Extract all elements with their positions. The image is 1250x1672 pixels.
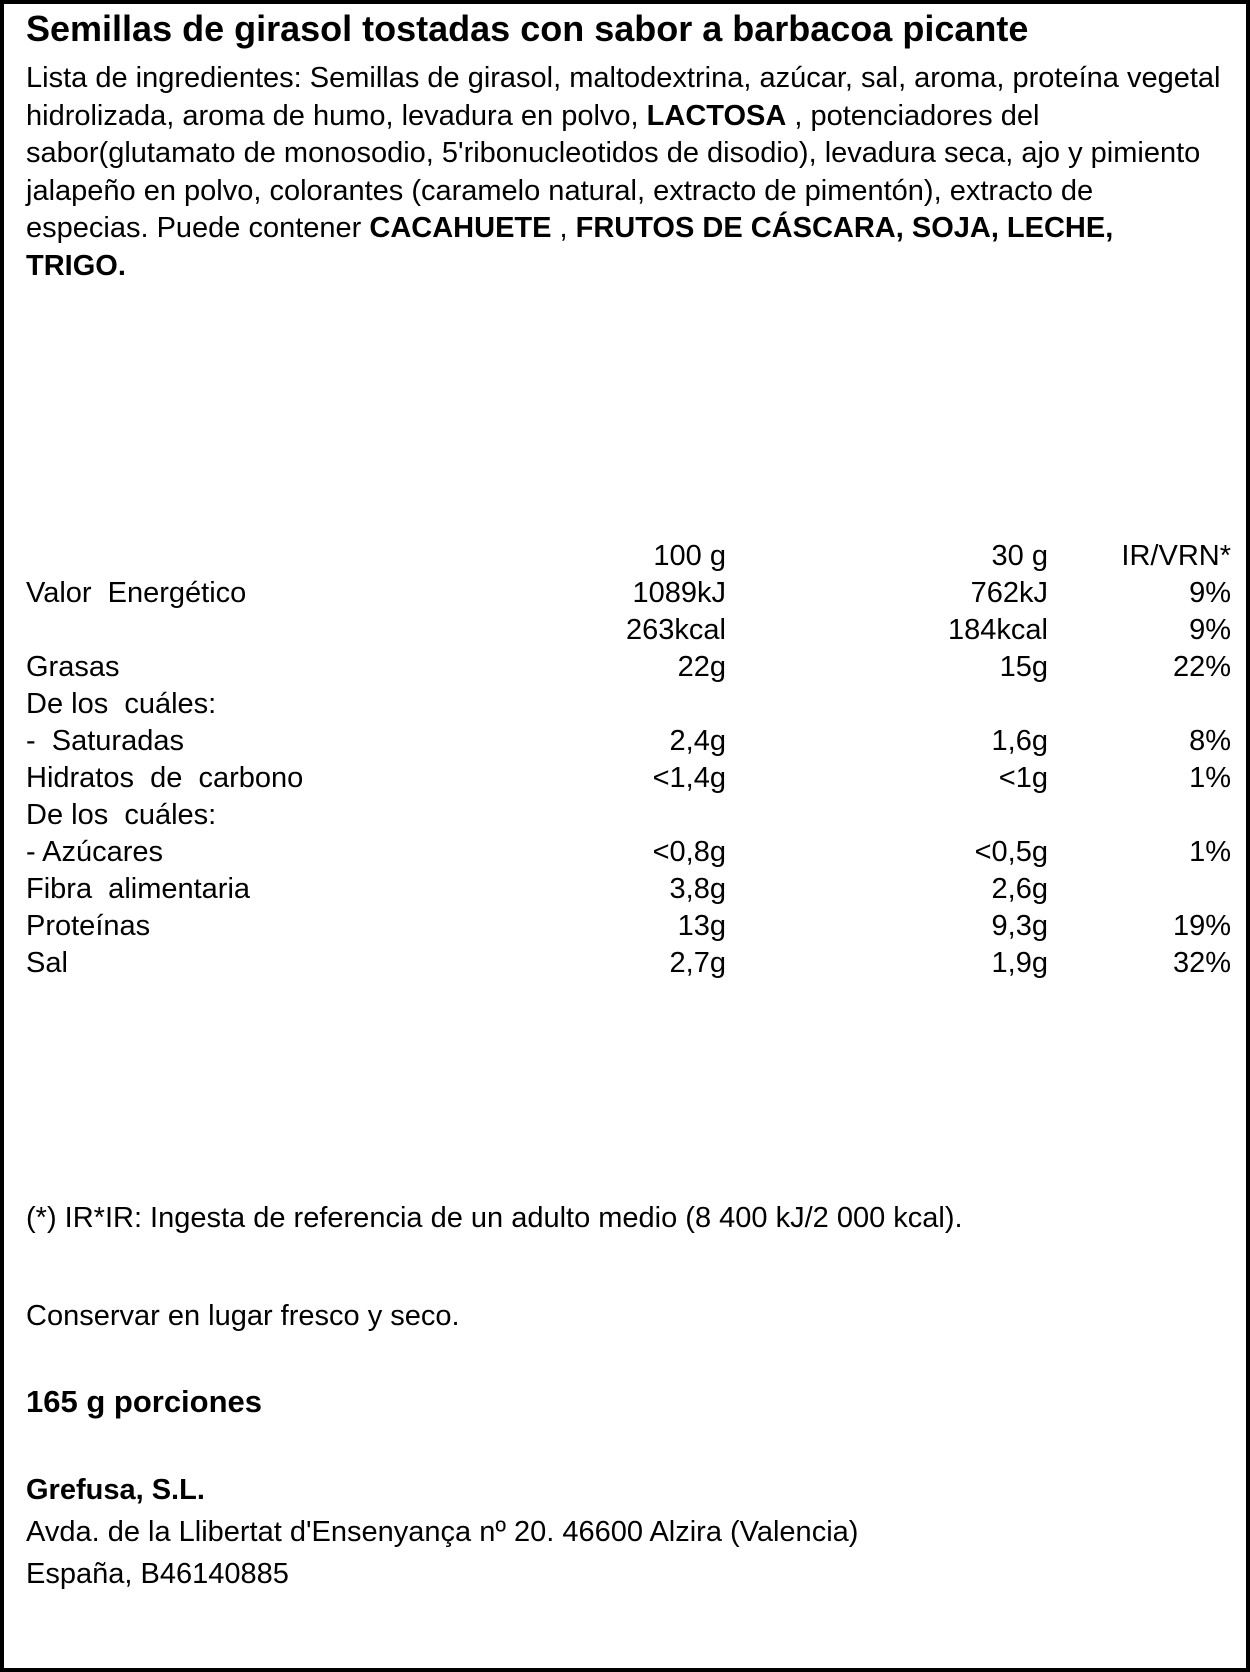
nutrient-sublabel: De los cuáles: xyxy=(26,688,217,720)
value-number: 2,7 xyxy=(669,947,710,979)
value-ir: 19% xyxy=(1172,910,1231,942)
nutrition-header-row xyxy=(26,538,1231,575)
table-row xyxy=(26,945,1231,982)
value-ir: 32% xyxy=(1172,947,1231,979)
nutrient-sublabel: De los cuáles: xyxy=(26,799,217,831)
product-title: Semillas de girasol tostadas con sabor a barbacoa picante xyxy=(26,8,1029,49)
nutrient-label xyxy=(26,612,586,649)
value-per-100 xyxy=(586,908,726,945)
value-per-portion xyxy=(726,612,1048,649)
table-row xyxy=(26,723,1231,760)
value-unit: kcal xyxy=(996,614,1048,646)
value-unit: kcal xyxy=(674,614,726,646)
nutrient-label: - Saturadas xyxy=(26,725,184,757)
value-per-100 xyxy=(586,834,726,871)
nutrition-table xyxy=(26,538,1231,982)
value-number: 13 xyxy=(677,910,710,942)
value-unit: g xyxy=(1031,873,1048,905)
reference-intake-footnote: (*) IR*IR: Ingesta de referencia de un adulto medio (8 400 kJ/2 000 kcal). xyxy=(26,1202,963,1234)
allergen-list: FRUTOS DE CÁSCARA, SOJA, LECHE, TRIGO. xyxy=(26,212,1114,282)
value-number: 1,6 xyxy=(991,725,1032,757)
value-ir xyxy=(1048,797,1231,834)
value-ir: 22% xyxy=(1172,651,1231,683)
table-row xyxy=(26,612,1231,649)
allergen-cacahuete: CACAHUETE xyxy=(369,212,552,244)
table-row xyxy=(26,760,1231,797)
value-number: <1,4 xyxy=(652,762,710,794)
value-per-100 xyxy=(586,612,726,649)
value-unit: g xyxy=(709,947,726,979)
value-ir: 9% xyxy=(1189,577,1231,609)
value-unit: g xyxy=(709,762,726,794)
value-number: 22 xyxy=(677,651,710,683)
nutrient-label: Valor Energético xyxy=(26,577,247,609)
header-ir: IR/VRN* xyxy=(1121,540,1231,572)
value-number: <0,5 xyxy=(974,836,1032,868)
value-per-portion xyxy=(726,834,1048,871)
value-number: 263 xyxy=(626,614,675,646)
value-number: 1,9 xyxy=(991,947,1032,979)
value-unit: g xyxy=(1031,651,1048,683)
value-unit: kJ xyxy=(1019,577,1048,609)
value-per-portion xyxy=(726,575,1048,612)
value-unit: g xyxy=(709,873,726,905)
table-row xyxy=(26,649,1231,686)
ingredients-text-2: , potenciadores del sabor(glutamato de monosodio, 5'ribonucleotidos de disodio), levadura seca, ajo y pimiento jalapeño en polvo, colorantes (caramelo natural, extracto de pimentón), extracto de especias. Puede contener xyxy=(26,99,1201,244)
value-per-100 xyxy=(586,871,726,908)
value-number: 762 xyxy=(970,577,1019,609)
value-per-100 xyxy=(586,797,726,834)
table-row xyxy=(26,871,1231,908)
header-label-cell xyxy=(26,538,586,575)
value-number: 2,4 xyxy=(669,725,710,757)
company-address: Avda. de la Llibertat d'Ensenyança nº 20. 46600 Alzira (Valencia) xyxy=(26,1516,859,1548)
nutrient-label: - Azúcares xyxy=(26,836,163,868)
company-country-id: España, B46140885 xyxy=(26,1558,289,1590)
value-number: 9,3 xyxy=(991,910,1032,942)
value-per-100 xyxy=(586,575,726,612)
value-number: 3,8 xyxy=(669,873,710,905)
value-per-portion xyxy=(726,908,1048,945)
value-per-portion xyxy=(726,686,1048,723)
value-unit: g xyxy=(1031,762,1048,794)
value-unit: g xyxy=(709,725,726,757)
table-row xyxy=(26,834,1231,871)
company-name: Grefusa, S.L. xyxy=(26,1474,205,1506)
value-per-100 xyxy=(586,686,726,723)
table-row xyxy=(26,797,1231,834)
value-unit: g xyxy=(709,651,726,683)
value-per-100 xyxy=(586,649,726,686)
net-weight: 165 g porciones xyxy=(26,1384,263,1419)
table-row xyxy=(26,686,1231,723)
ingredients-text-1: Lista de ingredientes: Semillas de girasol, maltodextrina, azúcar, sal, aroma, proteína vegetal hidrolizada, aroma de humo, levadura en polvo, xyxy=(26,62,1221,132)
value-number: 15 xyxy=(999,651,1032,683)
value-per-portion xyxy=(726,797,1048,834)
nutrient-label: Hidratos de carbono xyxy=(26,762,304,794)
table-row xyxy=(26,575,1231,612)
value-per-portion xyxy=(726,945,1048,982)
value-number: <1 xyxy=(998,762,1032,794)
value-ir: 1% xyxy=(1189,762,1231,794)
header-per-portion: 30 g xyxy=(991,540,1048,572)
value-per-portion xyxy=(726,871,1048,908)
nutrient-label: Fibra alimentaria xyxy=(26,873,251,905)
value-number: <0,8 xyxy=(652,836,710,868)
value-per-100 xyxy=(586,760,726,797)
value-unit: g xyxy=(1031,910,1048,942)
allergen-lactosa: LACTOSA xyxy=(646,99,787,132)
value-number: 1089 xyxy=(632,577,697,609)
value-ir: 1% xyxy=(1189,836,1231,868)
value-ir xyxy=(1048,871,1231,908)
value-unit: g xyxy=(1031,947,1048,979)
value-ir: 9% xyxy=(1189,614,1231,646)
value-number: 2,6 xyxy=(991,873,1032,905)
ingredients-list xyxy=(26,60,1221,285)
value-unit: kJ xyxy=(697,577,726,609)
value-ir: 8% xyxy=(1189,725,1231,757)
value-per-100 xyxy=(586,723,726,760)
value-number: 184 xyxy=(948,614,997,646)
table-row xyxy=(26,908,1231,945)
nutrient-label: Sal xyxy=(26,947,68,979)
nutrient-label: Proteínas xyxy=(26,910,151,942)
value-per-portion xyxy=(726,649,1048,686)
value-per-100 xyxy=(586,945,726,982)
value-unit: g xyxy=(709,836,726,868)
value-unit: g xyxy=(1031,836,1048,868)
header-per-100: 100 g xyxy=(653,540,726,572)
value-per-portion xyxy=(726,723,1048,760)
storage-instructions: Conservar en lugar fresco y seco. xyxy=(26,1300,460,1332)
value-unit: g xyxy=(1031,725,1048,757)
ingredients-text-3: , xyxy=(551,212,576,244)
value-per-portion xyxy=(726,760,1048,797)
nutrient-label: Grasas xyxy=(26,651,120,683)
value-unit: g xyxy=(709,910,726,942)
value-ir xyxy=(1048,686,1231,723)
